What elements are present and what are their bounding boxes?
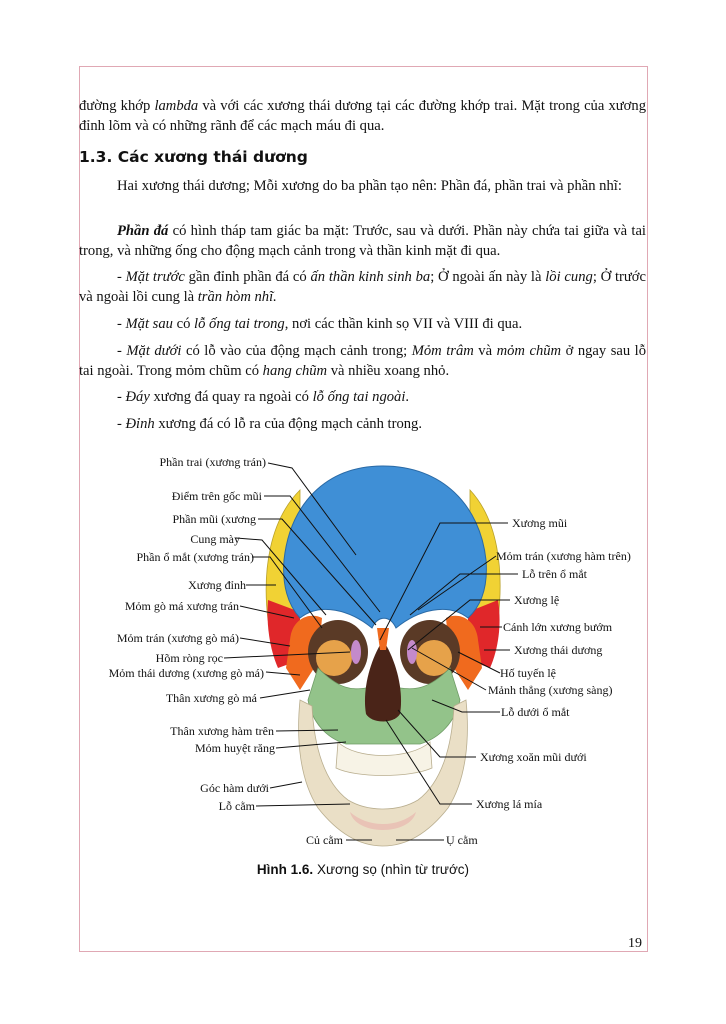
paragraph-inferior-surface: - Mặt dưới có lỗ vào của động mạch cảnh trong; Mỏm trâm và mỏm chũm ở ngay sau lỗ tai ngoài. Trong mỏm chũm có hang chũm và nhiều xoang nhỏ. [79, 343, 647, 379]
figure-label-right-2: Lỗ trên ổ mắt [522, 567, 587, 581]
figure-label-right-11: Ụ cằm [446, 833, 478, 847]
paragraph-temporal-intro: Hai xương thái dương; Mỗi xương do ba phần tạo nên: Phần đá, phần trai và phần nhĩ: [117, 178, 622, 194]
figure-label-right-10: Xương lá mía [476, 797, 543, 811]
figure-label-right-5: Xương thái dương [514, 643, 603, 657]
figure-label-left-0: Phần trai (xương trán) [159, 455, 266, 469]
figure-label-left-4: Phần ổ mắt (xương trán) [136, 550, 254, 564]
figure-label-left-10: Thân xương gò má [165, 691, 257, 705]
figure-label-right-0: Xương mũi [512, 516, 568, 530]
figure-label-left-7: Mỏm trán (xương gò má) [116, 631, 239, 645]
figure-label-right-8: Lỗ dưới ổ mắt [501, 705, 570, 719]
figure-label-left-11: Thân xương hàm trên [170, 724, 274, 738]
figure-label-left-14: Lỗ cằm [218, 799, 255, 813]
paragraph-anterior-surface: - Mặt trước gần đỉnh phần đá có ấn thần kinh sinh ba; Ở ngoài ấn này là lồi cung; Ở trước và ngoài lồi cung là trần hòm nhĩ. [79, 269, 646, 305]
upper-teeth [336, 742, 432, 776]
section-heading: 1.3. Các xương thái dương [79, 148, 308, 166]
figure-label-left-9: Mỏm thái dương (xương gò má) [108, 666, 264, 680]
lacrimal-left [351, 640, 361, 664]
figure-label-right-4: Cánh lớn xương bướm [503, 620, 613, 634]
figure-label-left-3: Cung mày [190, 532, 240, 546]
figure-label-right-7: Mảnh thẳng (xương sàng) [488, 683, 613, 697]
figure-caption: Hình 1.6. Xương sọ (nhìn từ trước) [256, 862, 470, 877]
figure-label-left-8: Hõm ròng rọc [155, 651, 223, 665]
figure-label-left-13: Góc hàm dưới [200, 781, 269, 795]
paragraph-base: - Đáy xương đá quay ra ngoài có lỗ ống tai ngoài. [117, 389, 410, 405]
paragraph-apex: - Đỉnh xương đá có lỗ ra của động mạch cảnh trong. [117, 416, 422, 432]
orbit-right-fill [416, 640, 452, 676]
page-number: 19 [628, 936, 642, 951]
figure-label-right-6: Hố tuyến lệ [500, 666, 556, 680]
figure-label-right-3: Xương lệ [514, 593, 560, 607]
figure-label-left-12: Mỏm huyệt răng [195, 741, 275, 755]
nasal-cavity [365, 640, 401, 722]
frontal-bone [284, 466, 487, 628]
figure-label-left-5: Xương đỉnh [188, 578, 246, 592]
skull-figure [79, 448, 646, 858]
orbit-left-fill [316, 640, 352, 676]
figure-label-left-15: Củ cằm [306, 833, 343, 847]
figure-label-right-9: Xương xoăn mũi dưới [480, 750, 587, 764]
figure-label-right-1: Mỏm trán (xương hàm trên) [496, 549, 631, 563]
paragraph-petrous-part: Phần đá có hình tháp tam giác ba mặt: Trước, sau và dưới. Phần này chứa tai giữa và tai trong, và những ống cho động mạch cảnh trong và thần kinh mặt đi qua. [79, 223, 646, 259]
figure-label-left-6: Mỏm gò má xương trán [124, 599, 239, 613]
figure-label-left-2: Phần mũi (xương [172, 512, 256, 526]
paragraph-posterior-surface: - Mặt sau có lỗ ống tai trong, nơi các thần kinh sọ VII và VIII đi qua. [117, 316, 523, 332]
figure-label-left-1: Điểm trên gốc mũi [171, 489, 262, 503]
nasal-bone [377, 628, 389, 650]
paragraph-parietal-end: đường khớp lambda và với các xương thái dương tại các đường khớp trai. Mặt trong của xương đỉnh lõm và có những rãnh để các mạch máu đi qua. [79, 98, 646, 134]
